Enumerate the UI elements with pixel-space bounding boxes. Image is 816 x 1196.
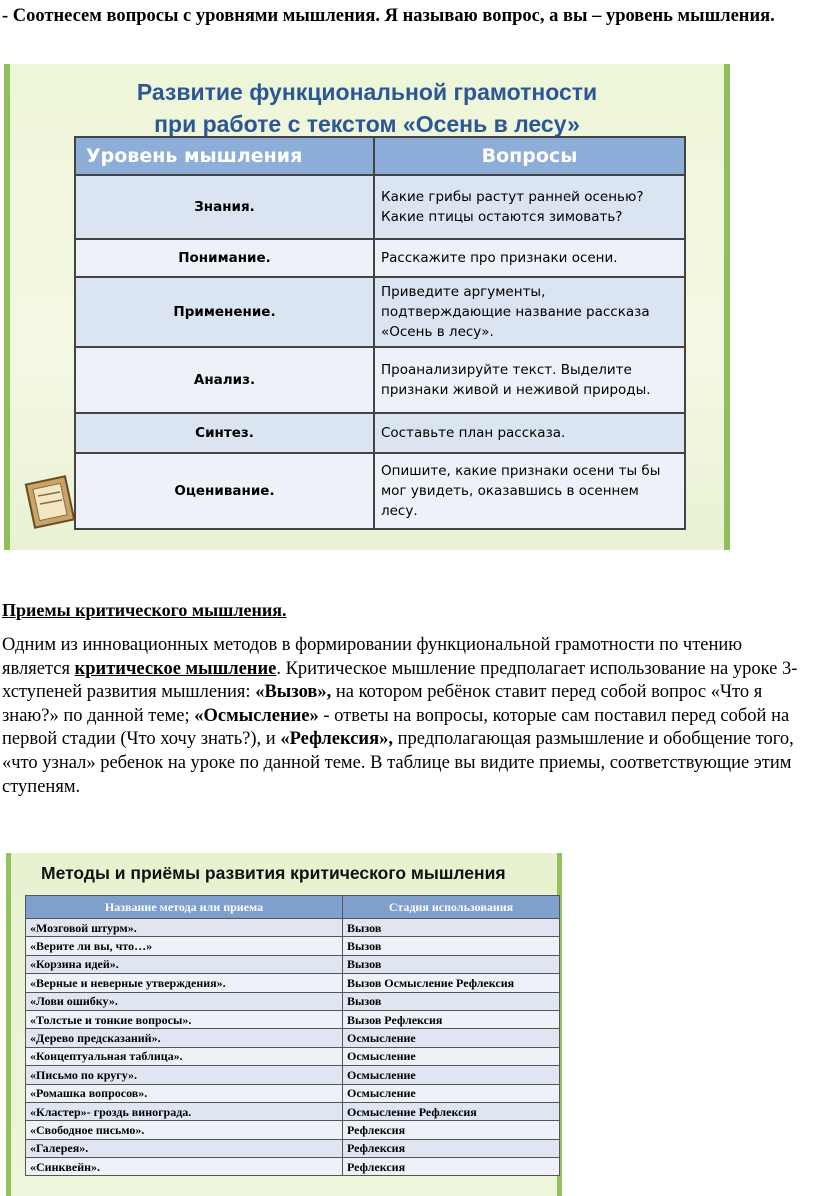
question-cell: Составьте план рассказа. bbox=[374, 413, 685, 453]
method-cell: «Корзина идей». bbox=[26, 955, 343, 973]
term-critical-thinking: критическое мышление bbox=[74, 658, 277, 679]
method-cell: «Верите ли вы, что…» bbox=[26, 937, 343, 955]
level-cell: Применение. bbox=[75, 277, 374, 347]
methods-table-row bbox=[26, 937, 560, 955]
term-osmyslenie: «Осмысление» bbox=[194, 705, 319, 726]
slide-methods bbox=[6, 853, 562, 1196]
method-cell: «Концептуальная таблица». bbox=[26, 1047, 343, 1065]
level-cell: Синтез. bbox=[75, 413, 374, 453]
question-cell: Какие грибы растут ранней осенью? Какие птицы остаются зимовать? bbox=[374, 175, 685, 239]
levels-header-questions: Вопросы bbox=[374, 137, 685, 175]
question-cell: Опишите, какие признаки осени ты бы мог увидеть, оказавшись в осеннем лесу. bbox=[374, 453, 685, 529]
term-vyzov: «Вызов», bbox=[255, 682, 332, 703]
stage-cell: Вызов bbox=[343, 992, 560, 1010]
para-text-5: предполагающая размышление и обобщение того, «что узнал» ребенок на уроке по данной теме. В таблице вы видите приемы, соответствующие этим ступеням. bbox=[2, 729, 794, 797]
methods-table-row bbox=[26, 1139, 560, 1157]
stage-cell: Осмысление Рефлексия bbox=[343, 1102, 560, 1120]
stage-cell: Рефлексия bbox=[343, 1121, 560, 1139]
methods-table-row bbox=[26, 919, 560, 937]
section-paragraph bbox=[2, 634, 814, 799]
stage-cell: Рефлексия bbox=[343, 1139, 560, 1157]
methods-header-name: Название метода или приема bbox=[26, 896, 343, 919]
stage-cell: Вызов bbox=[343, 937, 560, 955]
para-text-4: - ответы на вопросы, которые сам поставил перед собой на первой стадии (Что хочу знать?), и bbox=[2, 705, 790, 750]
levels-table-row bbox=[75, 277, 685, 347]
levels-table-row bbox=[75, 413, 685, 453]
book-decoration-icon bbox=[24, 472, 76, 532]
levels-table-row bbox=[75, 175, 685, 239]
stage-cell: Осмысление bbox=[343, 1047, 560, 1065]
methods-table-row bbox=[26, 1029, 560, 1047]
intro-text: - Соотнесем вопросы с уровнями мышления. Я называю вопрос, а вы – уровень мышления. bbox=[2, 6, 775, 26]
methods-table bbox=[25, 895, 560, 1176]
slide-thinking-levels bbox=[4, 64, 730, 550]
method-cell: «Дерево предсказаний». bbox=[26, 1029, 343, 1047]
methods-table-row bbox=[26, 1047, 560, 1065]
methods-header-stage: Стадия использования bbox=[343, 896, 560, 919]
stage-cell: Рефлексия bbox=[343, 1158, 560, 1176]
para-text-1: Одним из инновационных методов в формировании функциональной грамотности по чтению является bbox=[2, 635, 743, 679]
method-cell: «Лови ошибку». bbox=[26, 992, 343, 1010]
levels-table-row bbox=[75, 347, 685, 413]
stage-cell: Вызов bbox=[343, 955, 560, 973]
methods-table-row bbox=[26, 955, 560, 973]
stage-cell: Вызов Рефлексия bbox=[343, 1010, 560, 1028]
stage-cell: Осмысление bbox=[343, 1084, 560, 1102]
methods-table-row bbox=[26, 1084, 560, 1102]
method-cell: «Верные и неверные утверждения». bbox=[26, 974, 343, 992]
levels-table-row bbox=[75, 239, 685, 277]
level-cell: Анализ. bbox=[75, 347, 374, 413]
methods-table-row bbox=[26, 1066, 560, 1084]
slide1-title-line2: при работе с текстом «Осень в лесу» bbox=[154, 111, 580, 137]
level-cell: Понимание. bbox=[75, 239, 374, 277]
methods-table-row bbox=[26, 1010, 560, 1028]
level-cell: Оценивание. bbox=[75, 453, 374, 529]
method-cell: «Галерея». bbox=[26, 1139, 343, 1157]
para-text-3: на котором ребёнок ставит перед собой вопрос «Что я знаю?» по данной теме; bbox=[2, 682, 763, 726]
methods-table-row bbox=[26, 974, 560, 992]
levels-table bbox=[74, 136, 686, 530]
slide1-title bbox=[10, 76, 724, 140]
stage-cell: Осмысление bbox=[343, 1066, 560, 1084]
methods-table-row bbox=[26, 1121, 560, 1139]
levels-header-level: Уровень мышления bbox=[75, 137, 374, 175]
stage-cell: Осмысление bbox=[343, 1029, 560, 1047]
method-cell: «Кластер»- гроздь винограда. bbox=[26, 1102, 343, 1120]
slide2-title: Методы и приёмы развития критического мышления bbox=[41, 863, 506, 883]
methods-table-row bbox=[26, 992, 560, 1010]
section-heading: Приемы критического мышления. bbox=[2, 600, 287, 620]
question-cell: Приведите аргументы, подтверждающие название рассказа «Осень в лесу». bbox=[374, 277, 685, 347]
question-cell: Проанализируйте текст. Выделите признаки живой и неживой природы. bbox=[374, 347, 685, 413]
method-cell: «Письмо по кругу». bbox=[26, 1066, 343, 1084]
method-cell: «Мозговой штурм». bbox=[26, 919, 343, 937]
slide1-title-line1: Развитие функциональной грамотности bbox=[136, 79, 598, 105]
method-cell: «Ромашка вопросов». bbox=[26, 1084, 343, 1102]
methods-table-row bbox=[26, 1102, 560, 1120]
question-cell: Расскажите про признаки осени. bbox=[374, 239, 685, 277]
methods-table-row bbox=[26, 1158, 560, 1176]
stage-cell: Вызов bbox=[343, 919, 560, 937]
stage-cell: Вызов Осмысление Рефлексия bbox=[343, 974, 560, 992]
method-cell: «Толстые и тонкие вопросы». bbox=[26, 1010, 343, 1028]
levels-table-row bbox=[75, 453, 685, 529]
method-cell: «Свободное письмо». bbox=[26, 1121, 343, 1139]
term-refleksiya: «Рефлексия», bbox=[280, 729, 393, 750]
method-cell: «Синквейн». bbox=[26, 1158, 343, 1176]
para-text-2: . Критическое мышление предполагает использование на уроке 3-хступеней развития мышления: bbox=[2, 658, 798, 703]
level-cell: Знания. bbox=[75, 175, 374, 239]
